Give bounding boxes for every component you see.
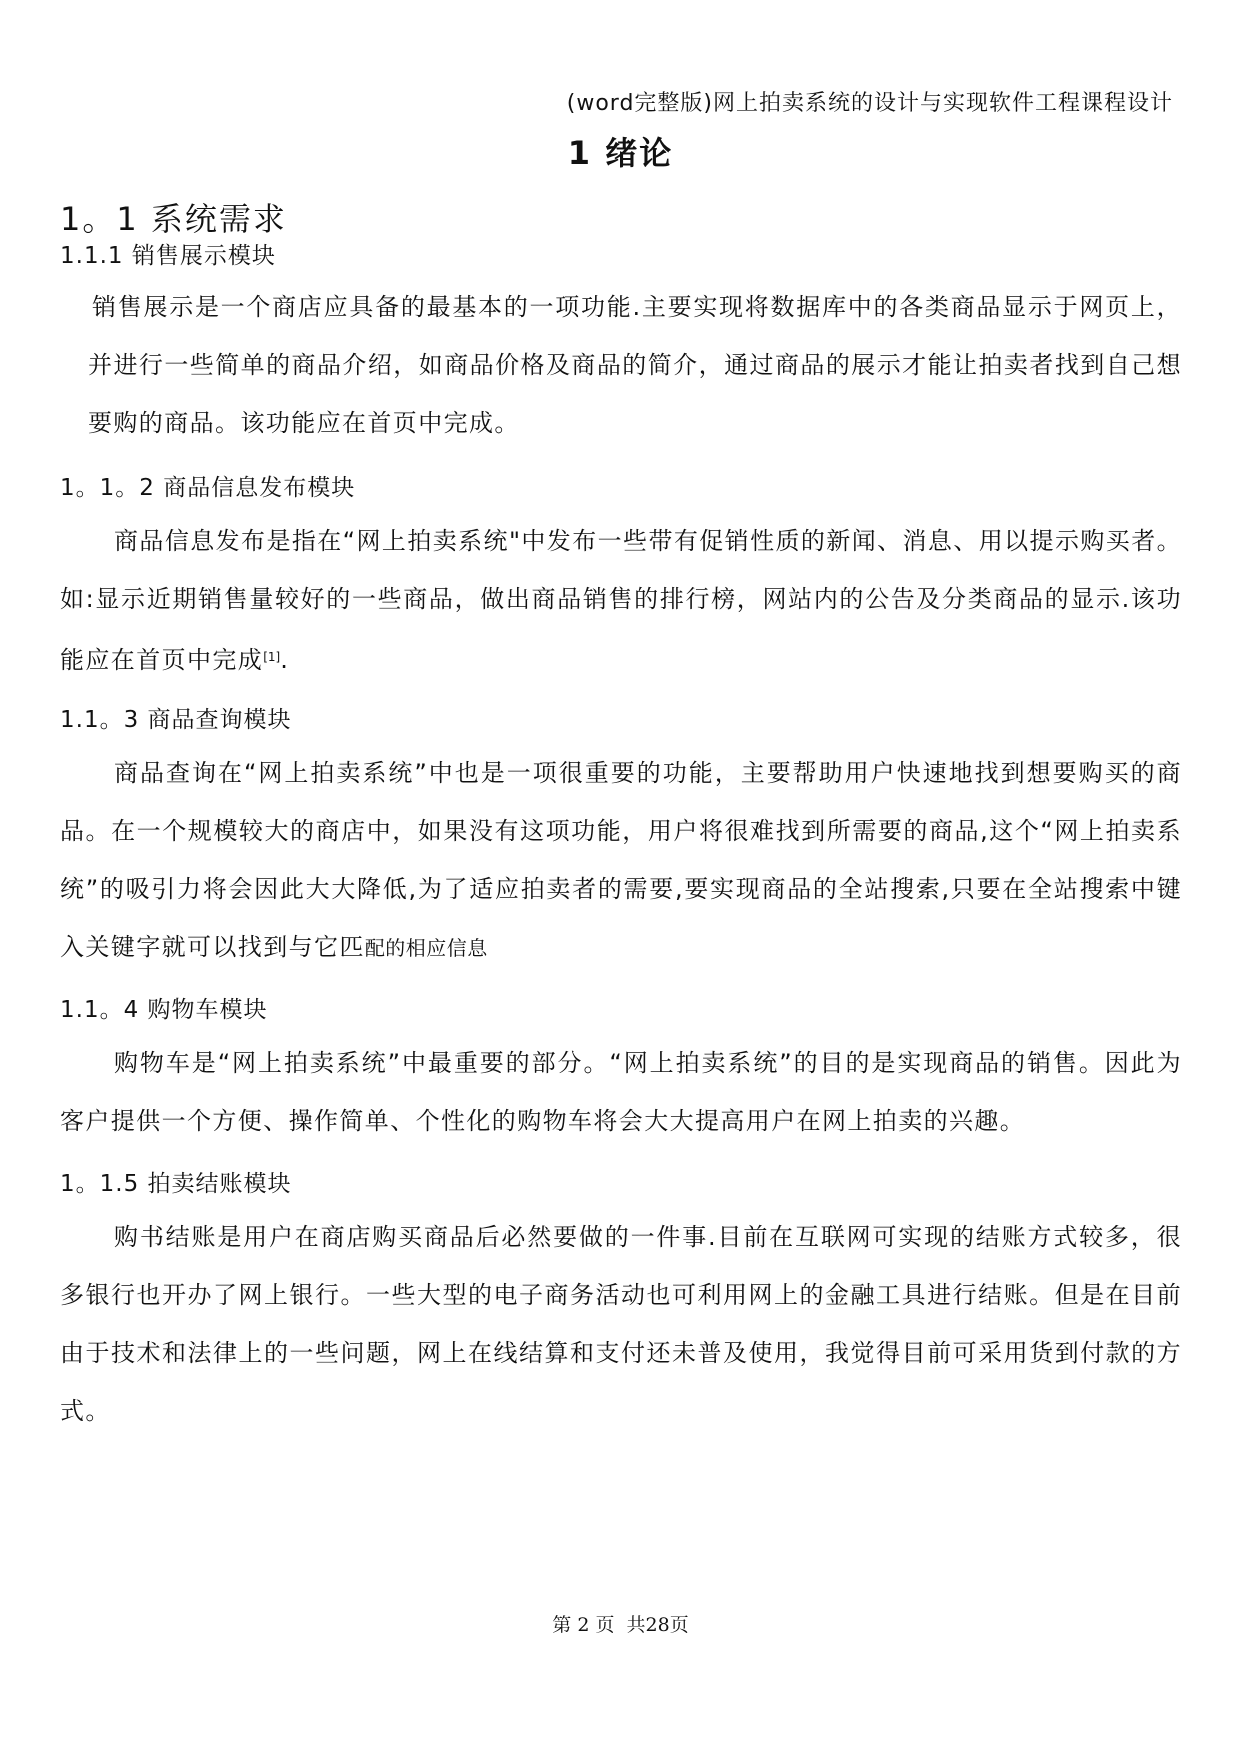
paragraph-info-publish-text: 商品信息发布是指在“网上拍卖系统"中发布一些带有促销性质的新闻、消息、用以提示购买者。如:显示近期销售量较好的一些商品，做出商品销售的排行榜，网站内的公告及分类商品的显示.该功能应在首页中完成 — [60, 527, 1182, 674]
paragraph-shopping-cart: 购物车是“网上拍卖系统”中最重要的部分。“网上拍卖系统”的目的是实现商品的销售。因此为客户提供一个方便、操作简单、个性化的购物车将会大大提高用户在网上拍卖的兴趣。 — [60, 1049, 1182, 1135]
citation-marker: [1] — [263, 650, 281, 664]
paragraph-product-query-text: 商品查询在“网上拍卖系统”中也是一项很重要的功能，主要帮助用户快速地找到想要购买的商品。在一个规模较大的商店中，如果没有这项功能，用户将很难找到所需要的商品,这个“网上拍卖系统”的吸引力将会因此大大降低,为了适应拍卖者的需要,要实现商品的全站搜索,只要在全站搜索中键入关键字就可以找到与它匹 — [60, 759, 1182, 961]
subsection-heading-product-query: 1.1。3 商品查询模块 — [60, 707, 292, 733]
page-number-footer: 第 2 页 共28页 — [552, 1614, 689, 1636]
paragraph-info-publish — [60, 512, 1182, 689]
section-title: 1。1 系统需求 — [60, 200, 287, 238]
chapter-title: 1 绪论 — [567, 134, 674, 172]
paragraph-info-publish-end: . — [280, 646, 290, 674]
paragraph-product-query — [60, 744, 1182, 977]
subsection-heading-sales-display: 1.1.1 销售展示模块 — [60, 243, 276, 269]
subsection-heading-checkout: 1。1.5 拍卖结账模块 — [60, 1171, 292, 1197]
subsection-heading-shopping-cart: 1.1。4 购物车模块 — [60, 997, 268, 1023]
subsection-heading-info-publish: 1。1。2 商品信息发布模块 — [60, 475, 356, 501]
paragraph-checkout: 购书结账是用户在商店购买商品后必然要做的一件事.目前在互联网可实现的结账方式较多，很多银行也开办了网上银行。一些大型的电子商务活动也可利用网上的金融工具进行结账。但是在目前由于技术和法律上的一些问题，网上在线结算和支付还未普及使用，我觉得目前可采用货到付款的方式。 — [60, 1223, 1182, 1425]
paragraph-sales-display: 销售展示是一个商店应具备的最基本的一项功能.主要实现将数据库中的各类商品显示于网页上，并进行一些简单的商品介绍，如商品价格及商品的简介，通过商品的展示才能让拍卖者找到自己想要购的商品。该功能应在首页中完成。 — [88, 293, 1182, 437]
paragraph-product-query-tail: 配的相应信息 — [364, 936, 488, 960]
running-header: (word完整版)网上拍卖系统的设计与实现软件工程课程设计 — [566, 91, 1173, 116]
